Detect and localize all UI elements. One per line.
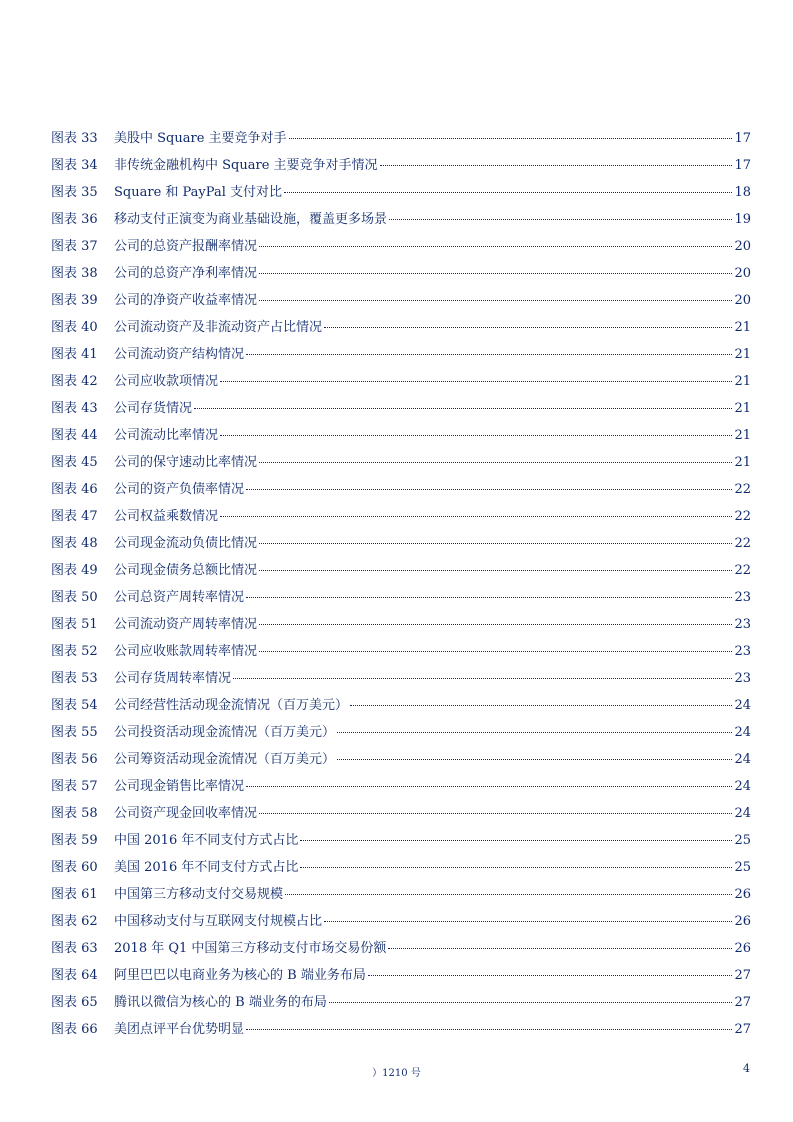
toc-dot-leader <box>380 165 733 166</box>
toc-entry-page: 20 <box>734 266 751 281</box>
table-of-figures <box>51 125 751 1043</box>
toc-entry-title: 公司的保守速动比率情况 <box>114 455 258 470</box>
toc-entry[interactable] <box>51 368 751 395</box>
toc-entry-page: 17 <box>734 131 751 146</box>
toc-entry-title: 公司现金债务总额比情况 <box>114 563 258 578</box>
toc-entry-label: 图表 56 <box>51 752 98 767</box>
toc-entry-label: 图表 62 <box>51 914 98 929</box>
toc-entry-title: 公司的总资产净利率情况 <box>114 266 258 281</box>
toc-dot-leader <box>194 408 732 409</box>
toc-entry-label: 图表 46 <box>51 482 98 497</box>
toc-entry-title: 公司流动资产及非流动资产占比情况 <box>114 320 323 335</box>
toc-entry-label: 图表 53 <box>51 671 98 686</box>
toc-dot-leader <box>329 1002 733 1003</box>
toc-entry-title: 公司存货情况 <box>114 401 193 416</box>
toc-entry-page: 21 <box>734 401 751 416</box>
toc-entry-label: 图表 63 <box>51 941 98 956</box>
toc-entry-page: 21 <box>734 428 751 443</box>
toc-entry-label: 图表 52 <box>51 644 98 659</box>
toc-dot-leader <box>284 192 732 193</box>
toc-entry[interactable] <box>51 746 751 773</box>
toc-entry[interactable] <box>51 233 751 260</box>
toc-entry-title: 中国 2016 年不同支付方式占比 <box>114 833 299 848</box>
toc-entry[interactable] <box>51 1016 751 1043</box>
toc-entry-page: 21 <box>734 347 751 362</box>
toc-entry-title: 美团点评平台优势明显 <box>114 1022 245 1037</box>
toc-entry-label: 图表 47 <box>51 509 98 524</box>
toc-entry-label: 图表 42 <box>51 374 98 389</box>
toc-dot-leader <box>388 948 732 949</box>
toc-entry[interactable] <box>51 638 751 665</box>
toc-entry-title: 公司应收账款周转率情况 <box>114 644 258 659</box>
toc-dot-leader <box>337 759 732 760</box>
toc-entry-label: 图表 57 <box>51 779 98 794</box>
toc-entry[interactable] <box>51 719 751 746</box>
toc-entry-label: 图表 54 <box>51 698 98 713</box>
toc-entry-title: 公司经营性活动现金流情况（百万美元） <box>114 698 349 713</box>
toc-dot-leader <box>259 651 732 652</box>
toc-dot-leader <box>259 462 732 463</box>
toc-entry-page: 24 <box>734 725 751 740</box>
toc-dot-leader <box>259 246 732 247</box>
toc-entry[interactable] <box>51 314 751 341</box>
toc-entry-page: 23 <box>734 617 751 632</box>
toc-dot-leader <box>246 1029 732 1030</box>
toc-dot-leader <box>233 678 732 679</box>
toc-entry-title: 公司投资活动现金流情况（百万美元） <box>114 725 336 740</box>
toc-entry[interactable] <box>51 827 751 854</box>
toc-dot-leader <box>337 732 732 733</box>
toc-entry[interactable] <box>51 341 751 368</box>
toc-dot-leader <box>220 435 732 436</box>
toc-entry-title: 公司现金销售比率情况 <box>114 779 245 794</box>
toc-entry-page: 26 <box>734 914 751 929</box>
toc-entry-title: 公司流动资产结构情况 <box>114 347 245 362</box>
toc-entry-label: 图表 43 <box>51 401 98 416</box>
toc-entry[interactable] <box>51 395 751 422</box>
toc-entry-title: 公司资产现金回收率情况 <box>114 806 258 821</box>
toc-entry-label: 图表 38 <box>51 266 98 281</box>
toc-entry-title: 美股中 Square 主要竞争对手 <box>114 131 287 146</box>
toc-dot-leader <box>324 921 732 922</box>
toc-entry[interactable] <box>51 503 751 530</box>
toc-entry-title: 公司筹资活动现金流情况（百万美元） <box>114 752 336 767</box>
toc-entry[interactable] <box>51 854 751 881</box>
toc-entry-label: 图表 48 <box>51 536 98 551</box>
toc-entry[interactable] <box>51 287 751 314</box>
toc-entry[interactable] <box>51 584 751 611</box>
toc-dot-leader <box>259 570 732 571</box>
toc-entry-title: 公司应收款项情况 <box>114 374 219 389</box>
toc-dot-leader <box>324 327 732 328</box>
toc-entry-label: 图表 37 <box>51 239 98 254</box>
toc-entry-page: 26 <box>734 887 751 902</box>
toc-entry-label: 图表 39 <box>51 293 98 308</box>
toc-entry-title: 公司总资产周转率情况 <box>114 590 245 605</box>
toc-dot-leader <box>368 975 733 976</box>
toc-entry[interactable] <box>51 881 751 908</box>
toc-entry-page: 17 <box>734 158 751 173</box>
toc-entry[interactable] <box>51 611 751 638</box>
toc-entry-page: 25 <box>734 833 751 848</box>
toc-entry-page: 23 <box>734 671 751 686</box>
toc-entry[interactable] <box>51 908 751 935</box>
toc-entry[interactable] <box>51 530 751 557</box>
toc-entry-label: 图表 64 <box>51 968 98 983</box>
toc-entry-label: 图表 45 <box>51 455 98 470</box>
toc-entry-title: 非传统金融机构中 Square 主要竞争对手情况 <box>114 158 378 173</box>
toc-dot-leader <box>259 300 732 301</box>
toc-entry-title: 公司权益乘数情况 <box>114 509 219 524</box>
toc-entry-label: 图表 65 <box>51 995 98 1010</box>
toc-dot-leader <box>220 516 732 517</box>
toc-entry-label: 图表 50 <box>51 590 98 605</box>
toc-entry[interactable] <box>51 476 751 503</box>
toc-entry-label: 图表 66 <box>51 1022 98 1037</box>
toc-entry-title: 公司的净资产收益率情况 <box>114 293 258 308</box>
toc-entry-title: 移动支付正演变为商业基础设施，覆盖更多场景 <box>114 212 388 227</box>
toc-entry-label: 图表 33 <box>51 131 98 146</box>
toc-entry-title: 腾讯以微信为核心的 B 端业务的布局 <box>114 995 327 1010</box>
toc-dot-leader <box>259 543 732 544</box>
toc-entry-page: 21 <box>734 320 751 335</box>
toc-entry[interactable] <box>51 962 751 989</box>
toc-dot-leader <box>300 867 732 868</box>
toc-entry[interactable] <box>51 935 751 962</box>
toc-entry-page: 23 <box>734 590 751 605</box>
toc-entry-title: 公司现金流动负债比情况 <box>114 536 258 551</box>
toc-entry-label: 图表 40 <box>51 320 98 335</box>
toc-entry-label: 图表 35 <box>51 185 98 200</box>
toc-entry-page: 20 <box>734 293 751 308</box>
toc-entry[interactable] <box>51 206 751 233</box>
toc-entry-label: 图表 36 <box>51 212 98 227</box>
toc-entry[interactable] <box>51 692 751 719</box>
toc-entry-label: 图表 59 <box>51 833 98 848</box>
toc-dot-leader <box>285 894 732 895</box>
toc-entry-page: 27 <box>734 1022 751 1037</box>
toc-entry[interactable] <box>51 773 751 800</box>
toc-entry-page: 19 <box>734 212 751 227</box>
toc-dot-leader <box>246 354 732 355</box>
toc-entry-label: 图表 44 <box>51 428 98 443</box>
toc-entry[interactable] <box>51 260 751 287</box>
toc-entry-page: 27 <box>734 995 751 1010</box>
toc-entry-page: 26 <box>734 941 751 956</box>
toc-dot-leader <box>350 705 732 706</box>
toc-entry[interactable] <box>51 125 751 152</box>
toc-entry-label: 图表 55 <box>51 725 98 740</box>
toc-entry-title: Square 和 PayPal 支付对比 <box>114 185 282 200</box>
page-number: 4 <box>743 1062 750 1075</box>
toc-entry[interactable] <box>51 800 751 827</box>
toc-entry-title: 美国 2016 年不同支付方式占比 <box>114 860 299 875</box>
toc-entry-title: 公司存货周转率情况 <box>114 671 232 686</box>
toc-entry-page: 22 <box>734 509 751 524</box>
toc-dot-leader <box>289 138 733 139</box>
toc-entry-title: 公司流动比率情况 <box>114 428 219 443</box>
toc-entry-title: 公司的资产负债率情况 <box>114 482 245 497</box>
toc-entry-page: 27 <box>734 968 751 983</box>
toc-entry-title: 2018 年 Q1 中国第三方移动支付市场交易份额 <box>114 941 387 956</box>
toc-dot-leader <box>259 813 732 814</box>
toc-entry[interactable] <box>51 989 751 1016</box>
toc-dot-leader <box>220 381 732 382</box>
toc-entry-label: 图表 61 <box>51 887 98 902</box>
toc-entry[interactable] <box>51 665 751 692</box>
footer-license-text: ）1210 号 <box>372 1068 421 1079</box>
toc-dot-leader <box>246 489 732 490</box>
toc-entry[interactable] <box>51 449 751 476</box>
toc-entry-label: 图表 49 <box>51 563 98 578</box>
toc-entry[interactable] <box>51 152 751 179</box>
toc-entry-page: 21 <box>734 455 751 470</box>
toc-entry-title: 公司流动资产周转率情况 <box>114 617 258 632</box>
toc-entry-title: 中国第三方移动支付交易规模 <box>114 887 284 902</box>
toc-entry-page: 21 <box>734 374 751 389</box>
toc-entry-page: 23 <box>734 644 751 659</box>
toc-dot-leader <box>259 624 732 625</box>
toc-dot-leader <box>300 840 732 841</box>
toc-dot-leader <box>246 786 732 787</box>
toc-entry-label: 图表 41 <box>51 347 98 362</box>
toc-entry-page: 22 <box>734 482 751 497</box>
toc-entry-page: 24 <box>734 698 751 713</box>
toc-entry-page: 24 <box>734 779 751 794</box>
toc-entry-label: 图表 51 <box>51 617 98 632</box>
toc-entry-page: 25 <box>734 860 751 875</box>
toc-entry[interactable] <box>51 557 751 584</box>
toc-entry-label: 图表 34 <box>51 158 98 173</box>
toc-entry[interactable] <box>51 179 751 206</box>
toc-entry-page: 24 <box>734 806 751 821</box>
toc-entry-label: 图表 60 <box>51 860 98 875</box>
toc-entry-page: 20 <box>734 239 751 254</box>
toc-entry-title: 阿里巴巴以电商业务为核心的 B 端业务布局 <box>114 968 366 983</box>
toc-entry-title: 公司的总资产报酬率情况 <box>114 239 258 254</box>
toc-entry-title: 中国移动支付与互联网支付规模占比 <box>114 914 323 929</box>
toc-entry-page: 22 <box>734 563 751 578</box>
toc-entry-page: 18 <box>734 185 751 200</box>
toc-entry[interactable] <box>51 422 751 449</box>
toc-entry-page: 24 <box>734 752 751 767</box>
toc-entry-page: 22 <box>734 536 751 551</box>
toc-dot-leader <box>246 597 732 598</box>
toc-entry-label: 图表 58 <box>51 806 98 821</box>
toc-dot-leader <box>389 219 732 220</box>
toc-dot-leader <box>259 273 732 274</box>
